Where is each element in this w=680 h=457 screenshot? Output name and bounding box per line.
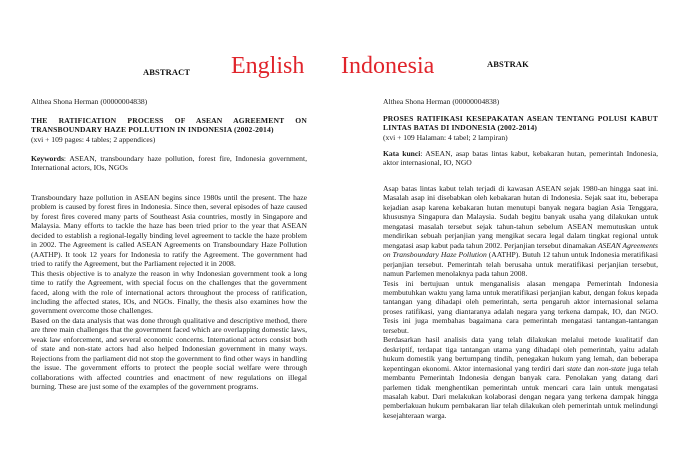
page-count-id: (xvi + 109 Halaman: 4 tabel; 2 lampiran) [383,132,508,142]
paragraph-text: Asap batas lintas kabut telah terjadi di kawasan ASEAN sejak 1980-an hingga saat ini. Masalah asap ini disebabkan oleh kebakaran hutan di Indonesia. Sejak saat itu, beberapa kejadian asap karena kebakaran hutan menutupi banyak negara bagian Asia Tenggara, khususnya Singapura dan Malaysia. Sudah begitu banyak usaha yang dilakukan untuk mengatasi masalah tersebut sejak tahun-tahun sebelum ASEAN memutuskan untuk mendirikan sebuah perjanjian yang mengikat secara legal dalam tingkat regional untuk mengatasi asap kabut pada tahun 2002. Perjanjian tersebut dinamakan [383,184,658,250]
state-italic: state [567,363,582,373]
abstract-body-id [383,184,658,420]
thesis-title-block [31,116,307,144]
abstract-body [31,193,307,392]
author-name: Althea Shona Herman (00000004838) [31,97,148,106]
abstract-paragraph-2: This thesis objective is to analyze the reason in why Indonesian government took a long time to ratify the Agreement, with special focus on the challenges that the government faced, along with the role of international actors throughout the process of ratification, including the affected states, IOs, and NGOs. Finally, the thesis also examines how the government overcome those challenges. [31,268,307,316]
keywords-label: Keywords [31,154,64,163]
paragraph-text: Berdasarkan hasil analisis data yang telah dilakukan melalui metode kualitatif dan deskriptif, terdapat tiga tantangan utama yang dihadapi oleh pemerintah, yaitu adalah hukum domestik yang bertumpang tindih, penegakan hukum yang lemah, dan beberapa kepentingan ekonomi. Aktor internasional yang terdiri dari [383,335,658,373]
keywords [31,154,307,173]
author-name-id: Althea Shona Herman (00000004838) [383,97,500,106]
thesis-title-block-id [383,114,658,142]
non-state-italic: non-state [597,363,626,373]
abstract-paragraph-2-id: Tesis ini bertujuan untuk menganalisis alasan mengapa Pemerintah Indonesia membutuhkan waktu yang lama untuk meratifikasi perjanjian kabut, dengan fokus kepada tantangan yang dihadapi oleh pemerintah, serta pengaruh aktor internasional selama proses ratifikasi, yang diantaranya adalah negara yang terkena dampak, IO, dan NGO. Tesis ini juga membahas bagaimana cara pemerintah mengatasi tantangan-tantangan tersebut. [383,278,658,335]
paragraph-text: dan [581,363,598,373]
indonesia-label: Indonesia [341,53,435,79]
paragraph-text: juga telah membantu Pemerintah Indonesia dengan banyak cara. Penolakan yang datang dari parlemen tidak menghentikan pemerintah untuk mencari cara lain untuk mengatasi masalah kabut. Dari melakukan kolaborasi dengan negara yang terkena dampak hingga pemberlakuan hukum pembakaran liar telah dilakukan oleh pemerintah untuk melindungi kesejahteraan warga. [383,363,658,420]
keywords-id [383,149,658,168]
english-label: English [231,53,305,79]
abstract-paragraph-1: Transboundary haze pollution in ASEAN begins since 1980s until the present. The haze problem is caused by forest fires in Indonesia. Since then, several episodes of haze caused by forest fires covered many parts of Southeast Asia countries, mostly in Singapore and Malaysia. Many efforts to tackle the haze has been tried prior to the year that ASEAN decided to establish a regional-legally binding level agreement to tackle the haze problem in 2002. The Agreement is called ASEAN Agreements on Transboundary Haze Pollution (AATHP). It took 12 years for Indonesia to ratify the Agreement. The government had tried to ratify the Agreement, but the Parliament rejected it in 2008. [31,193,307,269]
abstract-paragraph-1-id [383,184,658,279]
abstract-paragraph-3-id [383,335,658,420]
agreement-name-italic: ASEAN Agreements on Transboundary Haze Pollution [383,240,659,260]
thesis-title: THE RATIFICATION PROCESS OF ASEAN AGREEMENT ON TRANSBOUNDARY HAZE POLLUTION IN INDONESIA (2002-2014) [31,116,307,135]
keywords-list-id: : ASEAN, asap batas lintas kabut, kebakaran hutan, pemerintah Indonesia, aktor internasional, IO, NGO [383,149,658,168]
abstract-paragraph-3: Based on the data analysis that was done through qualitative and descriptive method, there are three main challenges that the government faced which are overlapping domestic laws, weak law enforcement, and several economic concerns. International actors consist both of state and non-state actors had also helped Indonesian government in many ways. Rejections from the parliament did not stop the government to find other ways in handling the issue. The government efforts to protect the people social welfare were through collaborations with affected countries and enactment of new regulations on illegal burning. These are just some of the examples of the government programs. [31,315,307,392]
keywords-label-id: Kata kunci [383,149,421,158]
thesis-title-id: PROSES RATIFIKASI KESEPAKATAN ASEAN TENTANG POLUSI KABUT LINTAS BATAS DI INDONESIA (2002-2014) [383,114,658,133]
abstract-heading-indonesian: ABSTRAK [487,59,529,69]
paragraph-text: (AATHP). Butuh 12 tahun untuk Indonesia meratifikasi perjanjian tersebut. Pemerintah telah berusaha untuk meratifikasi perjanjian tersebut, namun Parlemen menolaknya pada tahun 2008. [383,250,658,279]
page-count: (xvi + 109 pages: 4 tables; 2 appendices) [31,134,156,144]
abstract-heading-english: ABSTRACT [143,67,191,77]
keywords-list: : ASEAN, transboundary haze pollution, forest fire, Indonesia government, International actors, IOs, NGOs [31,154,307,173]
